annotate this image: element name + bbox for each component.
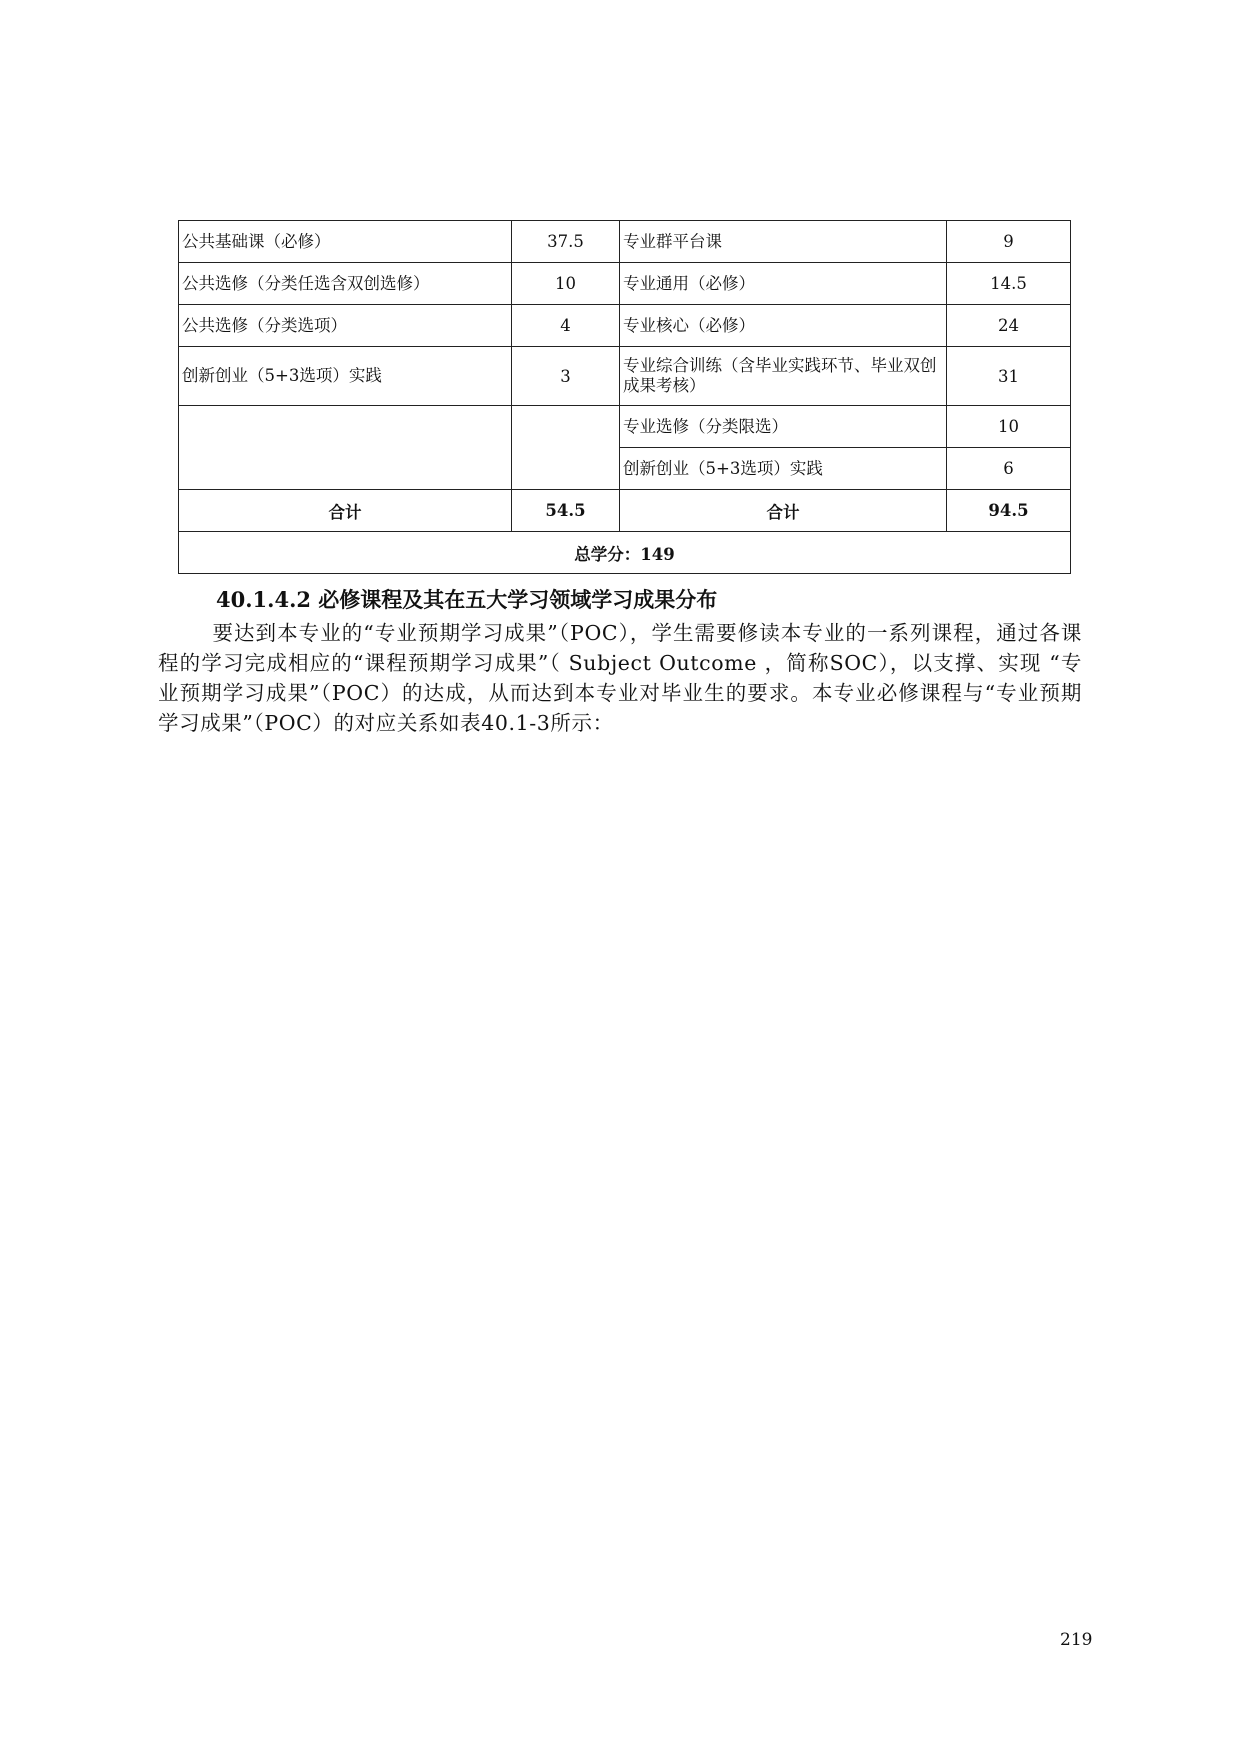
subtotal-right-value: 94.5 — [947, 490, 1071, 532]
right-category-cell: 创新创业（5+3选项）实践 — [620, 448, 947, 490]
left-empty-cell — [179, 406, 512, 490]
right-credit-cell: 10 — [947, 406, 1071, 448]
credit-summary-table — [178, 220, 1071, 574]
left-category-cell: 公共基础课（必修） — [179, 221, 512, 263]
left-category-cell: 创新创业（5+3选项）实践 — [179, 347, 512, 406]
grand-total-cell: 总学分：149 — [179, 532, 1071, 574]
subtotal-right-label: 合计 — [620, 490, 947, 532]
left-category-cell: 公共选修（分类任选含双创选修） — [179, 263, 512, 305]
right-category-cell: 专业选修（分类限选） — [620, 406, 947, 448]
right-credit-cell: 9 — [947, 221, 1071, 263]
right-credit-cell: 14.5 — [947, 263, 1071, 305]
left-credit-cell: 4 — [512, 305, 620, 347]
body-paragraph-text: 要达到本专业的“专业预期学习成果”（POC），学生需要修读本专业的一系列课程，通过各课程的学习完成相应的“课程预期学习成果”（ Subject Outcome ，简称SOC），以支撑、实现 “专业预期学习成果”（POC）的达成，从而达到本专业对毕业生的要求。本专业必修课程与“专业预期学习成果”（POC）的对应关系如表40.1-3所示： — [158, 621, 1082, 735]
right-credit-cell: 24 — [947, 305, 1071, 347]
table-row — [179, 406, 1071, 448]
section-heading: 40.1.4.2 必修课程及其在五大学习领域学习成果分布 — [216, 587, 718, 612]
table-row — [179, 305, 1071, 347]
subtotal-left-label: 合计 — [179, 490, 512, 532]
right-category-cell: 专业核心（必修） — [620, 305, 947, 347]
table-row — [179, 347, 1071, 406]
right-category-cell: 专业通用（必修） — [620, 263, 947, 305]
grand-total-row — [179, 532, 1071, 574]
left-category-cell: 公共选修（分类选项） — [179, 305, 512, 347]
page-number: 219 — [1060, 1630, 1093, 1650]
left-empty-credit-cell — [512, 406, 620, 490]
right-credit-cell: 6 — [947, 448, 1071, 490]
table-row — [179, 263, 1071, 305]
right-category-cell: 专业群平台课 — [620, 221, 947, 263]
subtotal-left-value: 54.5 — [512, 490, 620, 532]
subtotal-row — [179, 490, 1071, 532]
right-category-cell: 专业综合训练（含毕业实践环节、毕业双创成果考核） — [620, 347, 947, 406]
table-row — [179, 221, 1071, 263]
left-credit-cell: 3 — [512, 347, 620, 406]
body-paragraph — [158, 618, 1082, 738]
right-credit-cell: 31 — [947, 347, 1071, 406]
left-credit-cell: 10 — [512, 263, 620, 305]
left-credit-cell: 37.5 — [512, 221, 620, 263]
